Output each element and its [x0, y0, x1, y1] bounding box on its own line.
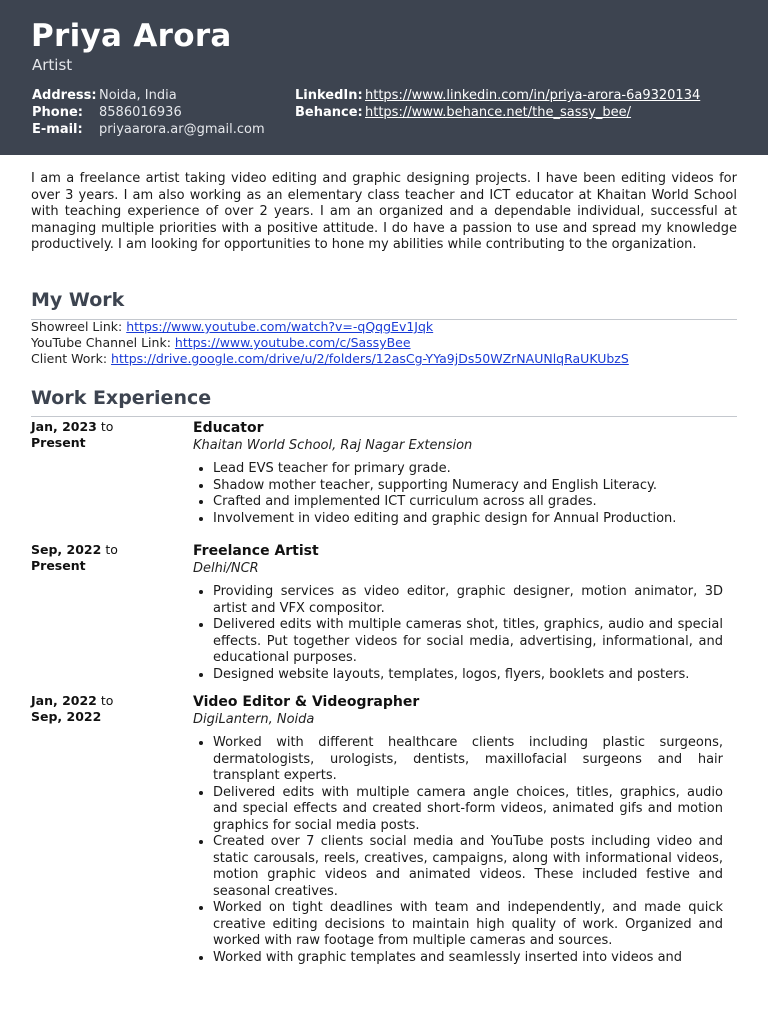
- linkedin-row: [295, 87, 700, 104]
- client-work-label: Client Work:: [31, 351, 108, 366]
- job-start-date: Sep, 2022: [31, 542, 102, 557]
- email-label: E-mail:: [32, 122, 83, 137]
- job-bullet: • Involvement in video editing and graphic design for Annual Production.: [213, 511, 723, 528]
- job-organization: DigiLantern, Noida: [193, 712, 315, 727]
- candidate-role: Artist: [32, 56, 73, 74]
- youtube-channel-label: YouTube Channel Link:: [31, 335, 171, 350]
- job-bullet: • Shadow mother teacher, supporting Numeracy and English Literacy.: [213, 478, 723, 495]
- address-label: Address:: [32, 88, 97, 103]
- job-end-date: Sep, 2022: [31, 709, 102, 724]
- my-work-heading: My Work: [31, 289, 125, 311]
- behance-label: Behance:: [295, 105, 363, 120]
- contact-info-left: [32, 87, 265, 138]
- phone-row: [32, 104, 265, 121]
- client-work-row: [31, 351, 629, 367]
- my-work-links: [31, 319, 629, 367]
- job-bullet: • Delivered edits with multiple camera angle choices, titles, graphics, audio and special effects and created short-form videos, animated gifs and motion graphics for social media posts.: [213, 785, 723, 835]
- job-date-separator: to: [105, 542, 118, 557]
- address-value: Noida, India: [99, 88, 177, 103]
- job-bullet: • Worked with graphic templates and seamlessly inserted into videos and: [213, 950, 723, 967]
- job-bullet: • Worked on tight deadlines with team and independently, and made quick creative editing decisions to maintain high quality of work. Organized and worked with raw footage from multiple cameras and sources.: [213, 900, 723, 950]
- job-bullet: • Delivered edits with multiple cameras shot, titles, graphics, audio and special effects. Put together videos for social media, advertising, informational, and educational purposes.: [213, 617, 723, 667]
- showreel-link[interactable]: https://www.youtube.com/watch?v=-qQqgEv1Jqk: [126, 319, 434, 334]
- job-bullets: [193, 584, 723, 683]
- profile-summary: I am a freelance artist taking video editing and graphic designing projects. I have been editing videos for over 3 years. I am also working as an elementary class teacher and ICT educator at Khaitan World School with teaching experience of over 2 years. I am an organized and a dependable individual, successful at managing multiple priorities with a positive attitude. I do have a passion to use and spread my knowledge productively. I am looking for opportunities to hone my abilities while contributing to the organization.: [31, 171, 737, 252]
- job-bullet: • Providing services as video editor, graphic designer, motion animator, 3D artist and VFX compositor.: [213, 584, 723, 617]
- job-start-date: Jan, 2023: [31, 419, 97, 434]
- job-bullets: [193, 461, 723, 527]
- youtube-channel-link[interactable]: https://www.youtube.com/c/SassyBee: [174, 335, 411, 350]
- job-details: [193, 542, 723, 683]
- job-bullet: • Designed website layouts, templates, logos, flyers, booklets and posters.: [213, 667, 723, 684]
- linkedin-link[interactable]: https://www.linkedin.com/in/priya-arora-6a9320134: [365, 88, 701, 103]
- job-bullet: • Lead EVS teacher for primary grade.: [213, 461, 723, 478]
- client-work-link[interactable]: https://drive.google.com/drive/u/2/folders/12asCg-YYa9jDs50WZrNAUNlqRaUKUbzS: [111, 351, 629, 366]
- email-row: [32, 121, 265, 138]
- job-bullet: • Created over 7 clients social media and YouTube posts including video and static carousals, reels, creatives, campaigns, along with informational videos, motion graphic videos and animated videos. These included festive and seasonal creatives.: [213, 834, 723, 900]
- job-date-separator: to: [100, 419, 114, 434]
- address-row: [32, 87, 265, 104]
- job-dates: [31, 542, 181, 574]
- contact-info-right: [295, 87, 700, 121]
- job-organization: Delhi/NCR: [193, 561, 259, 576]
- job-bullets: [193, 735, 723, 966]
- job-title: Educator: [193, 420, 264, 436]
- showreel-label: Showreel Link:: [31, 319, 123, 334]
- job-organization: Khaitan World School, Raj Nagar Extension: [193, 438, 473, 453]
- job-start-date: Jan, 2022: [31, 693, 97, 708]
- behance-row: [295, 104, 700, 121]
- job-dates: [31, 693, 181, 725]
- job-date-separator: to: [100, 693, 114, 708]
- job-title: Video Editor & Videographer: [193, 694, 420, 710]
- job-bullet: • Worked with different healthcare clients including plastic surgeons, dermatologists, urologists, dentists, maxillofacial surgeons and hair transplant experts.: [213, 735, 723, 785]
- resume-header: [0, 0, 768, 155]
- youtube-channel-row: [31, 335, 629, 351]
- email-value: priyaarora.ar@gmail.com: [99, 122, 265, 137]
- job-end-date: Present: [31, 435, 86, 450]
- candidate-name: Priya Arora: [31, 18, 232, 54]
- job-dates: [31, 419, 181, 451]
- linkedin-label: LinkedIn:: [295, 88, 363, 103]
- work-experience-divider: [31, 416, 737, 417]
- job-details: [193, 693, 723, 966]
- job-bullet: • Crafted and implemented ICT curriculum across all grades.: [213, 494, 723, 511]
- behance-link[interactable]: https://www.behance.net/the_sassy_bee/: [365, 105, 632, 120]
- showreel-row: [31, 319, 629, 335]
- work-experience-heading: Work Experience: [31, 387, 212, 409]
- job-title: Freelance Artist: [193, 543, 319, 559]
- job-end-date: Present: [31, 558, 86, 573]
- phone-value: 8586016936: [99, 105, 182, 120]
- job-details: [193, 419, 723, 527]
- phone-label: Phone:: [32, 105, 83, 120]
- resume-body: [0, 155, 768, 1024]
